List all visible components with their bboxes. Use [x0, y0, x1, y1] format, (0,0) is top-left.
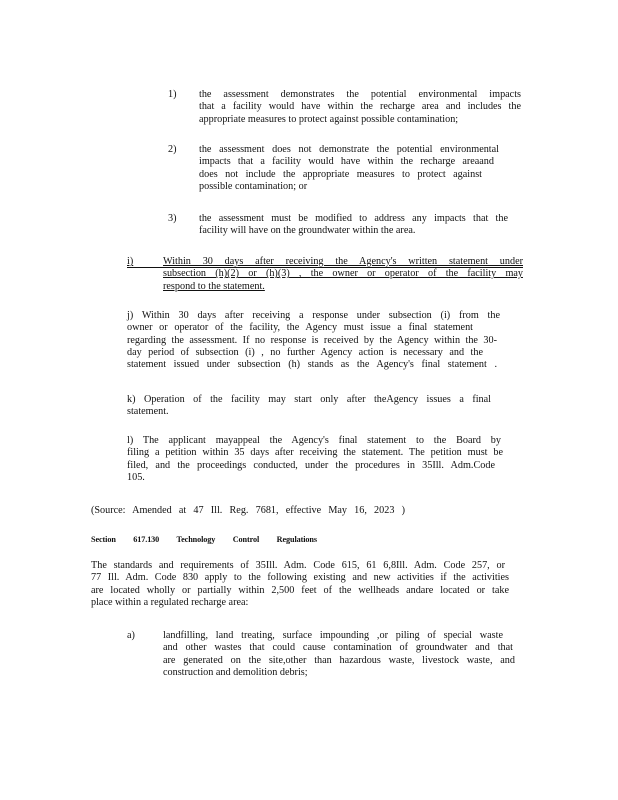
text-line: filing a petition within 35 days after receiving the statement. The petition must be	[127, 447, 503, 459]
text-line: 105.	[127, 471, 145, 483]
section-heading	[91, 534, 317, 546]
text-line: statement.	[127, 406, 169, 418]
paragraph-l	[127, 435, 503, 484]
text-line: respond to the statement.	[163, 280, 265, 292]
paragraph-i-label: i)	[127, 256, 134, 267]
paragraph-i	[163, 256, 523, 293]
text-line: statement issued under subsection (h) stands as the Agency's final statement .	[127, 359, 497, 371]
item-3-text	[199, 213, 508, 238]
standards-paragraph	[91, 560, 511, 609]
paragraph-k	[127, 394, 491, 419]
item-number: 3)	[168, 213, 177, 224]
text-line: does not include the appropriate measures to protect against	[199, 168, 482, 180]
text-line: Within 30 days after receiving the Agency's written statement under	[163, 256, 523, 267]
paragraph-j	[127, 310, 500, 371]
text-line: l) The applicant mayappeal the Agency's final statement to the Board by	[127, 435, 501, 446]
item-a-text	[163, 630, 515, 679]
text-line: the assessment must be modified to address any impacts that the	[199, 213, 508, 224]
text-line: subsection (h)(2) or (h)(3) , the owner or operator of the facility may	[163, 268, 523, 280]
source-note	[91, 505, 405, 517]
item-number: 2)	[168, 144, 177, 155]
text-line: owner or operator of the facility, the Agency must issue a final statement	[127, 322, 473, 334]
text-line: facility will have on the groundwater within the area.	[199, 225, 416, 237]
section-heading-text	[91, 534, 317, 546]
text-line: 77 Ill. Adm. Code 830 apply to the following existing and new activities if the activities	[91, 572, 509, 584]
underline-rule	[127, 267, 523, 268]
text-line: j) Within 30 days after receiving a response under subsection (i) from the	[127, 310, 500, 321]
text-line: are generated on the site,other than hazardous waste, livestock waste, and	[163, 654, 515, 666]
text-line: the assessment does not demonstrate the potential environmental	[199, 144, 499, 155]
item-number: a)	[127, 630, 135, 641]
text-line: place within a regulated recharge area:	[91, 596, 249, 608]
item-1-text	[199, 89, 521, 126]
text-line: are located wholly or partially within 2,500 feet of the wellheads andare located or take	[91, 584, 509, 596]
section-number: Section 617.130	[91, 535, 160, 544]
item-number: 1)	[168, 89, 177, 100]
text-line: that a facility would have within the recharge area and includes the	[199, 101, 521, 113]
text-line: construction and demolition debris;	[163, 666, 308, 678]
text-line: landfilling, land treating, surface impounding ,or piling of special waste	[163, 630, 503, 641]
section-title: Technology Control Regulations	[176, 535, 317, 544]
text-line: possible contamination; or	[199, 180, 308, 192]
text-line: the assessment demonstrates the potential environmental impacts	[199, 89, 521, 100]
text-line: day period of subsection (i) , no further Agency action is necessary and the	[127, 346, 483, 358]
text-line: appropriate measures to protect against possible contamination;	[199, 113, 459, 125]
text-line: The standards and requirements of 35Ill. Adm. Code 615, 61 6,8Ill. Adm. Code 257, or	[91, 560, 505, 571]
text-line: k) Operation of the facility may start only after theAgency issues a final	[127, 394, 491, 405]
text-line: and other wastes that could cause contamination of groundwater and that	[163, 642, 513, 654]
text-line: impacts that a facility would have within the recharge areaand	[199, 156, 494, 168]
text-line: (Source: Amended at 47 Ill. Reg. 7681, effective May 16, 2023 )	[91, 505, 405, 516]
item-2-text	[199, 144, 499, 193]
text-line: filed, and the proceedings conducted, under the procedures in 35Ill. Adm.Code	[127, 459, 495, 471]
text-line: regarding the assessment. If no response is received by the Agency within the 30-	[127, 334, 497, 346]
